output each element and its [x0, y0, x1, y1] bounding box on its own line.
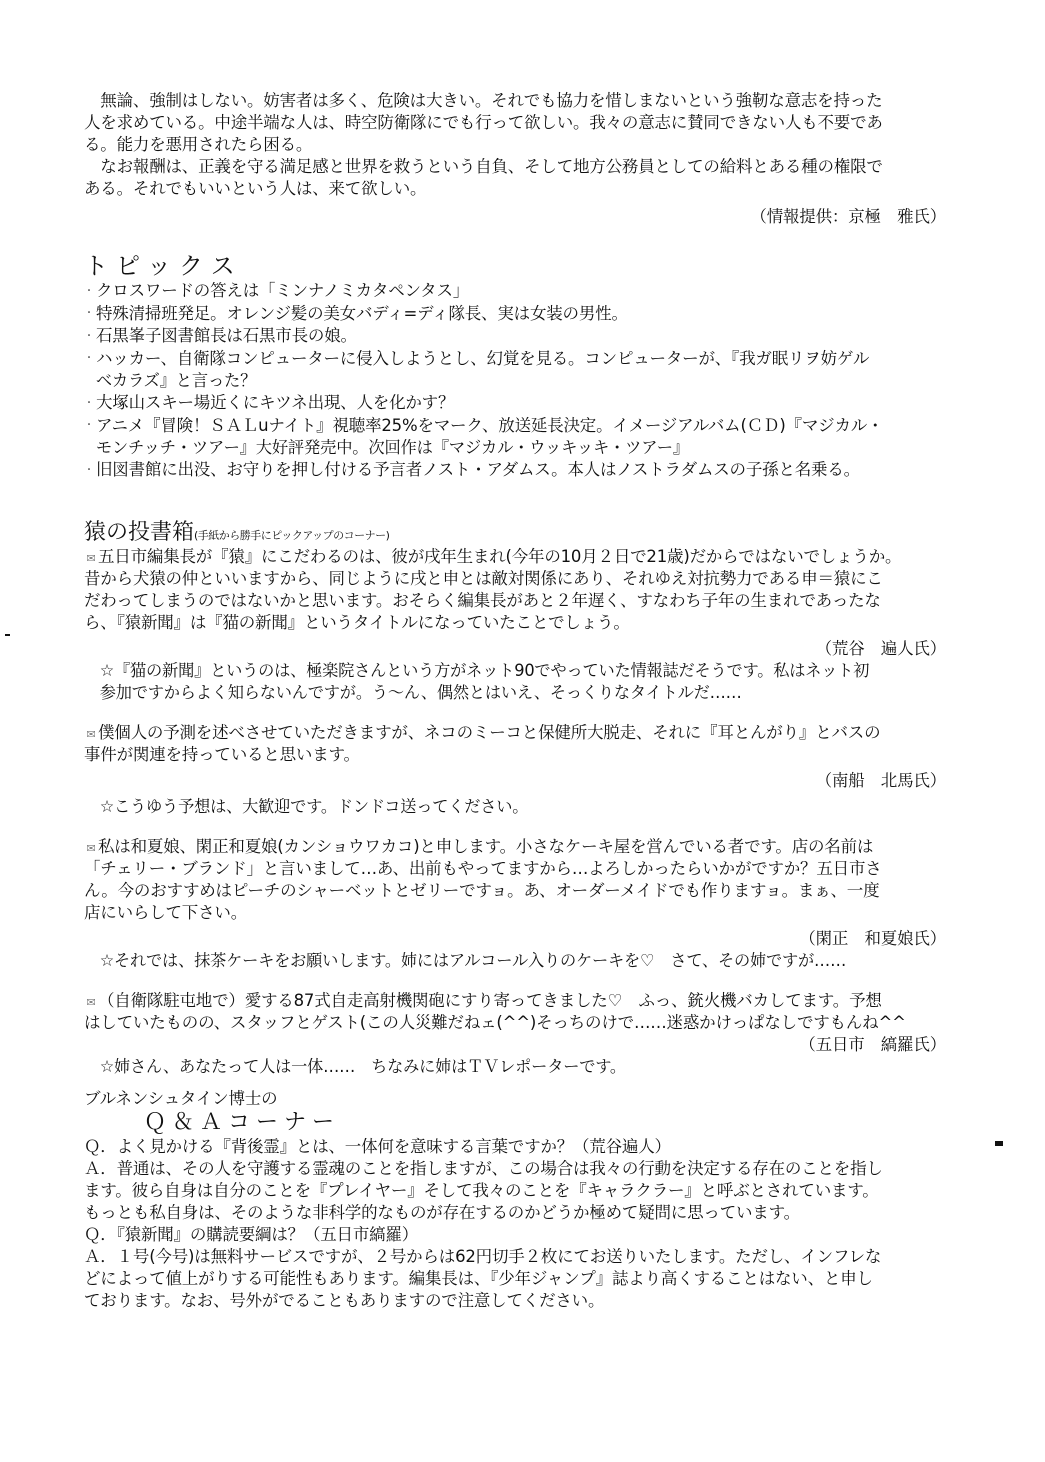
topics-title: トピックス: [84, 252, 243, 280]
qa-answer: Ａ．１号(今号)は無料サービスですが、２号からは62円切手２枚にてお送りいたします。ただし、インフレな: [84, 1247, 882, 1266]
letter-author: （五日市 縞羅氏）: [799, 1035, 946, 1054]
bullet-icon: ・: [84, 464, 94, 476]
topic-item: ・ クロスワードの答えは「ミンナノミカタペンタス」: [84, 280, 976, 303]
letter-line: だわってしまうのではないかと思います。おそらく編集長があと２年遅く、すなわち子年の生まれであったな: [84, 591, 881, 610]
topic-item: ・ ハッカー、自衛隊コンピューターに侵入しようとし、幻覚を見る。コンピューターが、『我ガ眠リヲ妨ゲル: [84, 348, 976, 371]
bullet-icon: ・: [84, 353, 94, 364]
intro-section: [84, 90, 976, 228]
letter-author: （南船 北馬氏）: [815, 771, 946, 790]
qa-answer: もっとも私自身は、そのような非科学的なものが存在するのかどうか極めて疑問に思っています。: [84, 1203, 800, 1222]
letter-line: ✉ 僕個人の予測を述べさせていただきますが、ネコのミーコと保健所大脱走、それに『耳とんがり』とバスの: [84, 722, 976, 744]
letter-line: 店にいらして下さい。: [84, 903, 248, 922]
mail-icon: ✉: [86, 996, 96, 1009]
letter-line: ✉ （自衛隊駐屯地で）愛する87式自走高射機関砲にすり寄ってきました♡ ふっ、銃火機バカしてます。予想: [84, 990, 976, 1012]
intro-line: 無論、強制はしない。妨害者は多く、危険は大きい。それでも協力を惜しまないという強靭な意志を持った: [84, 91, 883, 110]
topic-item: ・ アニメ『冒険！ＳＡＬuナイト』視聴率25%をマーク、放送延長決定。イメージアルバム(ＣＤ)『マジカル・: [84, 415, 976, 438]
topic-item: ・ 特殊清掃班発足。オレンジ髪の美女バディ=ディ隊長、実は女装の男性。: [84, 303, 976, 326]
letters-section: [84, 520, 976, 1078]
mail-icon: ✉: [86, 842, 96, 855]
qa-answer: どによって値上がりする可能性もあります。編集長は、『少年ジャンプ』誌より高くすることはない、と申し: [84, 1269, 873, 1288]
bullet-icon: ・: [84, 285, 94, 297]
bullet-icon: ・: [84, 308, 94, 319]
qa-answer: Ａ．普通は、その人を守護する霊魂のことを指しますが、この場合は我々の行動を決定する存在のことを指し: [84, 1159, 883, 1178]
qa-answer: ております。なお、号外がでることもありますので注意してください。: [84, 1291, 605, 1310]
mail-icon: ✉: [86, 728, 96, 741]
bullet-icon: ・: [84, 420, 94, 431]
intro-credit: （情報提供：京極 雅氏）: [750, 207, 946, 226]
topic-item-cont: ベカラズ』と言った？: [95, 371, 257, 390]
editor-reply: ☆姉さん、あなたって人は一体…… ちなみに姉はＴＶレポーターです。: [99, 1057, 626, 1076]
qa-pretitle: ブルネンシュタイン博士の: [84, 1089, 278, 1108]
topic-item: ・ 旧図書館に出没、お守りを押し付ける予言者ノスト・アダムス。本人はノストラダムスの子孫と名乗る。: [84, 459, 976, 482]
intro-line: ある。それでもいいという人は、来て欲しい。: [84, 179, 427, 198]
qa-question: Ｑ．『猿新聞』の購読要綱は？（五日市縞羅）: [84, 1225, 419, 1244]
letters-subtitle: (手紙から勝手にピックアップのコーナー): [194, 529, 390, 542]
editor-reply: 参加ですからよく知らないんですが。う～ん、偶然とはいえ、そっくりなタイトルだ……: [99, 683, 742, 702]
letters-title: 猿の投書箱: [84, 520, 195, 545]
intro-line: 人を求めている。中途半端な人は、時空防衛隊にでも行って欲しい。我々の意志に賛同できない人も不要であ: [84, 113, 883, 132]
topic-item: ・ 大塚山スキー場近くにキツネ出現、人を化かす？: [84, 392, 976, 415]
intro-line: る。能力を悪用されたら困る。: [84, 135, 313, 154]
letters-header: [84, 520, 976, 546]
editor-reply: ☆それでは、抹茶ケーキをお願いします。姉にはアルコール入りのケーキを♡ さて、その姉ですが……: [99, 951, 847, 970]
letter-author: （閑正 和夏娘氏）: [799, 929, 946, 948]
editor-reply: ☆『猫の新聞』というのは、極楽院さんという方がネット90でやっていた情報誌だそうです。私はネット初: [99, 661, 870, 680]
topic-item-cont: モンチッチ・ツアー』大好評発売中。次回作は『マジカル・ウッキッキ・ツアー』: [95, 438, 690, 457]
qa-question: Ｑ．よく見かける『背後霊』とは、一体何を意味する言葉ですか？（荒谷遍人）: [84, 1137, 671, 1156]
letter-line: ✉ 私は和夏娘、閑正和夏娘(カンショウワカコ)と申します。小さなケーキ屋を営んでいる者です。店の名前は: [84, 836, 976, 858]
letter-line: はしていたものの、スタッフとゲスト(この人災難だねェ(^^)そっちのけで……迷惑かけっぱなしですもんね^^: [84, 1013, 906, 1032]
letter-line: 「チェリー・ブランド」と言いまして…あ、出前もやってますから…よろしかったらいかがですか？五日市さ: [84, 859, 882, 878]
bullet-icon: ・: [84, 330, 94, 342]
letter-line: ら、『猿新聞』は『猫の新聞』というタイトルになっていたことでしょう。: [84, 613, 630, 632]
topic-item: ・ 石黒峯子図書館長は石黒市長の娘。: [84, 325, 976, 348]
editor-reply: ☆こうゆう予想は、大歓迎です。ドンドコ送ってください。: [99, 797, 529, 816]
mail-icon: ✉: [86, 552, 96, 565]
letter-line: 昔から犬猿の仲といいますから、同じように戌と申とは敵対関係にあり、それゆえ対抗勢力である申＝猿にこ: [84, 569, 883, 588]
bullet-icon: ・: [84, 397, 94, 409]
letter-line: 事件が関連を持っていると思います。: [84, 745, 360, 764]
letter-line: ん。今のおすすめはピーチのシャーベットとゼリーですョ。あ、オーダーメイドでも作りますョ。まぁ、一度: [84, 881, 880, 900]
qa-answer: ます。彼ら自身は自分のことを『プレイヤー』そして我々のことを『キャラクラー』と呼ぶとされています。: [84, 1181, 879, 1200]
scan-mark: [995, 1141, 1003, 1146]
qa-section: [84, 1088, 976, 1312]
letter-author: （荒谷 遍人氏）: [815, 639, 946, 658]
intro-line: なお報酬は、正義を守る満足感と世界を救うという自負、そして地方公務員としての給料とある種の権限で: [84, 157, 883, 176]
scan-mark: [5, 634, 10, 636]
topics-section: [84, 252, 976, 482]
letter-line: ✉ 五日市編集長が『猿』にこだわるのは、彼が戌年生まれ(今年の10月２日で21歳)だからではないでしょうか。: [84, 546, 976, 568]
qa-title: Ｑ＆Ａコーナー: [144, 1110, 341, 1135]
